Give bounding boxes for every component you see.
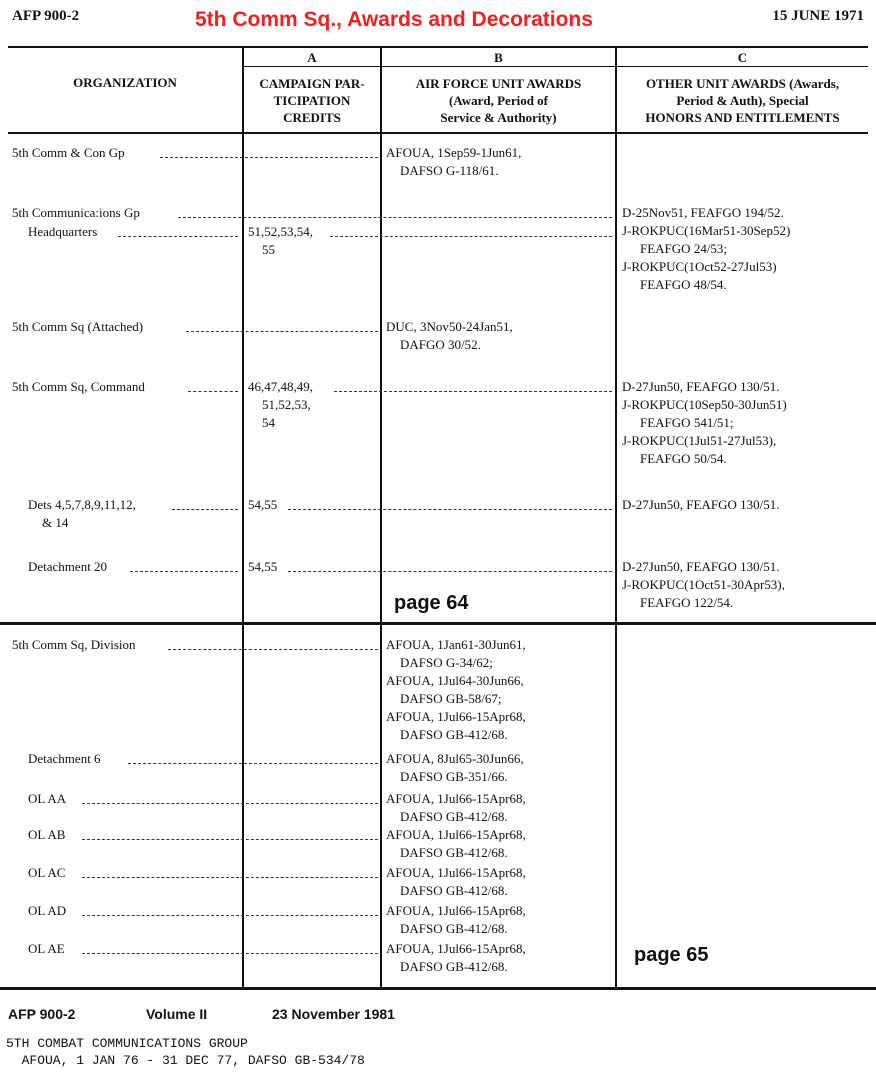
leader-dots — [172, 509, 238, 510]
cell-b-line: DAFSO GB-412/68. — [400, 845, 508, 860]
leader-dots — [288, 509, 612, 510]
cell-b-line: DAFSO GB-412/68. — [400, 883, 508, 898]
cell-b-line: DAFSO G-34/62; — [400, 655, 493, 670]
cell-b-line: AFOUA, 1Sep59-1Jun61, — [386, 145, 522, 160]
column-header-a — [244, 75, 380, 126]
cell-b-line: DUC, 3Nov50-24Jan51, — [386, 319, 513, 334]
cell-a-line: 54 — [262, 415, 275, 430]
header-doc-id: AFP 900-2 — [12, 8, 80, 24]
column-header-c-line: HONORS AND ENTITLEMENTS — [645, 110, 840, 125]
column-header-a-line: CREDITS — [283, 110, 341, 125]
footer-award-line: AFOUA, 1 JAN 76 - 31 DEC 77, DAFSO GB-534/78 — [6, 1053, 365, 1068]
org-dets: Dets 4,5,7,8,9,11,12, — [28, 497, 136, 512]
column-header-a-line: CAMPAIGN PAR- — [259, 76, 365, 91]
leader-dots — [188, 391, 238, 392]
cell-b-line: AFOUA, 8Jul65-30Jun66, — [386, 751, 524, 766]
leader-dots — [186, 331, 378, 332]
column-header-c-line: OTHER UNIT AWARDS (Awards, — [645, 76, 840, 91]
page-title: 5th Comm Sq., Awards and Decorations — [195, 8, 593, 31]
leader-dots — [128, 763, 378, 764]
column-header-c-line: Period & Auth), Special — [676, 93, 809, 108]
org-5th-comm-sq-command: 5th Comm Sq, Command — [12, 379, 145, 394]
cell-c-line: FEAFGO 541/51; — [640, 415, 734, 430]
leader-dots — [330, 236, 612, 237]
cell-a-line: 46,47,48,49, — [248, 379, 313, 394]
footer-doc-id: AFP 900-2 — [8, 1006, 76, 1022]
org-ol-ad: OL AD — [28, 903, 67, 918]
column-divider-b — [380, 46, 382, 987]
cell-c-line: FEAFGO 122/54. — [640, 595, 734, 610]
cell-b-line: DAFSO GB-412/68. — [400, 727, 508, 742]
cell-c-line: D-27Jun50, FEAFGO 130/51. — [622, 559, 780, 574]
cell-c-line: J-ROKPUC(1Oct52-27Jul53) — [622, 259, 777, 274]
org-5th-comm-con-gp: 5th Comm & Con Gp — [12, 145, 125, 160]
leader-dots — [178, 217, 612, 218]
cell-b-line: DAFSO GB-412/68. — [400, 921, 508, 936]
org-ol-ab: OL AB — [28, 827, 66, 842]
column-header-b — [382, 75, 615, 126]
column-header-c — [617, 75, 868, 126]
column-header-b-line: Service & Authority) — [440, 110, 557, 125]
leader-dots — [334, 391, 612, 392]
column-header-b-line: AIR FORCE UNIT AWARDS — [415, 76, 582, 91]
cell-c-line: J-ROKPUC(10Sep50-30Jun51) — [622, 397, 787, 412]
cell-b-line: DAFSO G-118/61. — [400, 163, 499, 178]
leader-dots — [82, 839, 378, 840]
cell-c-line: FEAFGO 48/54. — [640, 277, 727, 292]
cell-b-line: DAFSO GB-351/66. — [400, 769, 508, 784]
footer-date: 23 November 1981 — [272, 1006, 395, 1022]
cell-c-line: D-25Nov51, FEAFGO 194/52. — [622, 205, 784, 220]
cell-b-line: AFOUA, 1Jul66-15Apr68, — [386, 709, 526, 724]
cell-a-line: 54,55 — [248, 559, 278, 574]
cell-b-line: AFOUA, 1Jul66-15Apr68, — [386, 827, 526, 842]
leader-dots — [82, 915, 378, 916]
cell-b-line: AFOUA, 1Jul66-15Apr68, — [386, 903, 526, 918]
column-letter-b: B — [494, 50, 503, 65]
table-bottom-rule — [0, 987, 876, 990]
leader-dots — [82, 803, 378, 804]
org-ol-aa: OL AA — [28, 791, 67, 806]
org-ol-ac: OL AC — [28, 865, 66, 880]
org-detachment-6: Detachment 6 — [28, 751, 101, 766]
column-header-a-line: TICIPATION — [273, 93, 351, 108]
org-headquarters: Headquarters — [28, 224, 98, 239]
cell-a-line: 54,55 — [248, 497, 278, 512]
org-dets-line2: & 14 — [42, 515, 69, 530]
org-5th-comm-sq-division: 5th Comm Sq, Division — [12, 637, 136, 652]
leader-dots — [160, 157, 378, 158]
leader-dots — [82, 877, 378, 878]
cell-b-line: AFOUA, 1Jul66-15Apr68, — [386, 941, 526, 956]
cell-c-line: D-27Jun50, FEAFGO 130/51. — [622, 497, 780, 512]
page-64-label: page 64 — [394, 592, 469, 614]
letter-row-rule — [242, 66, 868, 67]
page-65-label: page 65 — [634, 944, 709, 966]
header-date: 15 JUNE 1971 — [772, 8, 864, 24]
cell-b-line: DAFSO GB-412/68. — [400, 809, 508, 824]
cell-c-line: J-ROKPUC(16Mar51-30Sep52) — [622, 223, 791, 238]
column-letter-a: A — [307, 50, 317, 65]
cell-b-line: AFOUA, 1Jul66-15Apr68, — [386, 865, 526, 880]
cell-c-line: J-ROKPUC(1Jul51-27Jul53), — [622, 433, 777, 448]
leader-dots — [288, 571, 612, 572]
cell-c-line: J-ROKPUC(1Oct51-30Apr53), — [622, 577, 785, 592]
column-header-b-line: (Award, Period of — [448, 93, 549, 108]
cell-b-line: AFOUA, 1Jul66-15Apr68, — [386, 791, 526, 806]
column-divider-a — [242, 46, 244, 987]
cell-a-line: 55 — [262, 242, 275, 257]
leader-dots — [168, 649, 378, 650]
cell-b-line: DAFSO GB-412/68. — [400, 959, 508, 974]
header-bottom-rule — [8, 132, 868, 134]
cell-b-line: DAFSO GB-58/67; — [400, 691, 502, 706]
cell-b-line: AFOUA, 1Jul64-30Jun66, — [386, 673, 524, 688]
org-detachment-20: Detachment 20 — [28, 559, 108, 574]
leader-dots — [82, 953, 378, 954]
footer-volume: Volume II — [146, 1006, 208, 1022]
cell-a-line: 51,52,53,54, — [248, 224, 313, 239]
page-break-rule — [0, 622, 876, 625]
org-5th-comm-sq-attached: 5th Comm Sq (Attached) — [12, 319, 144, 334]
cell-b-line: AFOUA, 1Jan61-30Jun61, — [386, 637, 526, 652]
column-header-organization: ORGANIZATION — [73, 75, 177, 90]
cell-c-line: FEAFGO 50/54. — [640, 451, 727, 466]
footer-unit-line: 5TH COMBAT COMMUNICATIONS GROUP — [6, 1036, 248, 1051]
column-divider-c — [615, 46, 617, 987]
column-letter-c: C — [737, 50, 748, 65]
table-top-rule — [8, 46, 868, 48]
leader-dots — [118, 236, 238, 237]
cell-c-line: FEAFGO 24/53; — [640, 241, 728, 256]
leader-dots — [130, 571, 238, 572]
org-ol-ae: OL AE — [28, 941, 65, 956]
cell-c-line: D-27Jun50, FEAFGO 130/51. — [622, 379, 780, 394]
cell-b-line: DAFGO 30/52. — [400, 337, 481, 352]
org-5th-communications-gp: 5th Communica:ions Gp — [12, 205, 140, 220]
cell-a-line: 51,52,53, — [262, 397, 311, 412]
